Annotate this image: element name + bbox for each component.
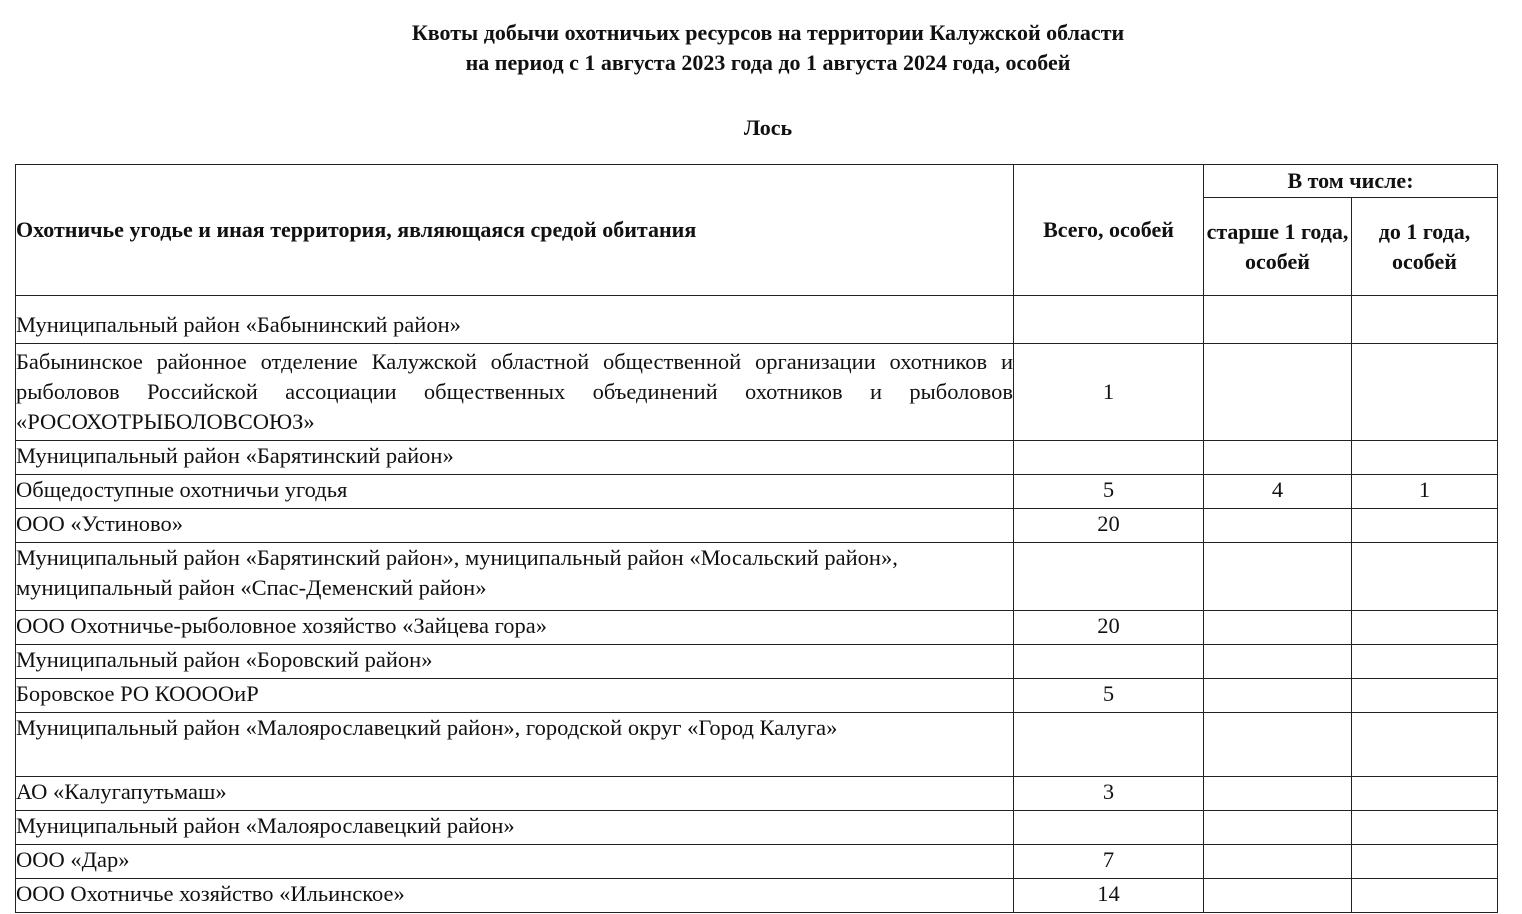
row-name: Муниципальный район «Малоярославецкий район», городской округ «Город Калуга» <box>16 713 1014 777</box>
row-name: Муниципальный район «Бабынинский район» <box>16 296 1014 344</box>
row-younger <box>1352 543 1498 611</box>
table-row <box>16 879 1498 913</box>
table-row <box>16 645 1498 679</box>
row-younger <box>1352 777 1498 811</box>
row-younger <box>1352 713 1498 777</box>
row-total <box>1014 543 1204 611</box>
row-younger <box>1352 611 1498 645</box>
header-total: Всего, особей <box>1014 165 1204 296</box>
header-territory: Охотничье угодье и иная территория, являющаяся средой обитания <box>16 165 1014 296</box>
table-row <box>16 296 1498 344</box>
row-total: 5 <box>1014 475 1204 509</box>
row-older <box>1204 543 1352 611</box>
row-name: АО «Калугапутьмаш» <box>16 777 1014 811</box>
row-older <box>1204 645 1352 679</box>
document-title-line-1: Квоты добычи охотничьих ресурсов на территории Калужской области <box>411 20 1125 45</box>
row-older <box>1204 344 1352 441</box>
row-total: 14 <box>1014 879 1204 913</box>
row-total: 7 <box>1014 845 1204 879</box>
table-row <box>16 845 1498 879</box>
row-younger <box>1352 441 1498 475</box>
row-older <box>1204 679 1352 713</box>
row-name: Боровское РО КООООиР <box>16 679 1014 713</box>
row-name: Муниципальный район «Боровский район» <box>16 645 1014 679</box>
row-name: ООО Охотничье хозяйство «Ильинское» <box>16 879 1014 913</box>
row-younger <box>1352 679 1498 713</box>
header-older: старше 1 года, особей <box>1204 198 1352 296</box>
row-total: 1 <box>1014 344 1204 441</box>
table-row <box>16 441 1498 475</box>
header-younger: до 1 года, особей <box>1352 198 1498 296</box>
row-total: 20 <box>1014 509 1204 543</box>
row-younger <box>1352 645 1498 679</box>
row-younger: 1 <box>1352 475 1498 509</box>
row-total: 3 <box>1014 777 1204 811</box>
row-name: Общедоступные охотничьи угодья <box>16 475 1014 509</box>
row-older <box>1204 509 1352 543</box>
header-including: В том числе: <box>1204 165 1498 198</box>
row-younger <box>1352 811 1498 845</box>
row-younger <box>1352 845 1498 879</box>
table-row <box>16 509 1498 543</box>
table-row <box>16 611 1498 645</box>
row-name: Муниципальный район «Барятинский район» <box>16 441 1014 475</box>
row-younger <box>1352 296 1498 344</box>
row-older <box>1204 845 1352 879</box>
row-total <box>1014 645 1204 679</box>
row-name: Муниципальный район «Барятинский район», муниципальный район «Мосальский район», муниципальный район «Спас-Деменский район» <box>16 543 1014 611</box>
row-older: 4 <box>1204 475 1352 509</box>
table-row <box>16 679 1498 713</box>
row-younger <box>1352 344 1498 441</box>
quota-table <box>15 164 1498 913</box>
row-name: ООО Охотничье-рыболовное хозяйство «Зайцева гора» <box>16 611 1014 645</box>
row-older <box>1204 296 1352 344</box>
row-younger <box>1352 509 1498 543</box>
row-name: ООО «Дар» <box>16 845 1014 879</box>
row-name: ООО «Устиново» <box>16 509 1014 543</box>
document-title-line-2: на период с 1 августа 2023 года до 1 августа 2024 года, особей <box>465 50 1071 75</box>
row-older <box>1204 611 1352 645</box>
row-name: Муниципальный район «Малоярославецкий район» <box>16 811 1014 845</box>
row-older <box>1204 777 1352 811</box>
table-row <box>16 543 1498 611</box>
row-total: 20 <box>1014 611 1204 645</box>
row-younger <box>1352 879 1498 913</box>
row-older <box>1204 879 1352 913</box>
table-row <box>16 777 1498 811</box>
row-older <box>1204 811 1352 845</box>
species-subtitle: Лось <box>743 115 793 140</box>
row-total <box>1014 713 1204 777</box>
row-total <box>1014 296 1204 344</box>
row-total: 5 <box>1014 679 1204 713</box>
table-row <box>16 344 1498 441</box>
row-total <box>1014 811 1204 845</box>
table-row <box>16 713 1498 777</box>
row-older <box>1204 441 1352 475</box>
row-name: Бабынинское районное отделение Калужской областной общественной организации охотников и рыболовов Российской ассоциации общественных объединений охотников и рыболовов «РОСОХОТРЫБОЛОВСОЮЗ» <box>16 344 1014 441</box>
row-older <box>1204 713 1352 777</box>
table-row <box>16 811 1498 845</box>
table-row <box>16 475 1498 509</box>
row-total <box>1014 441 1204 475</box>
